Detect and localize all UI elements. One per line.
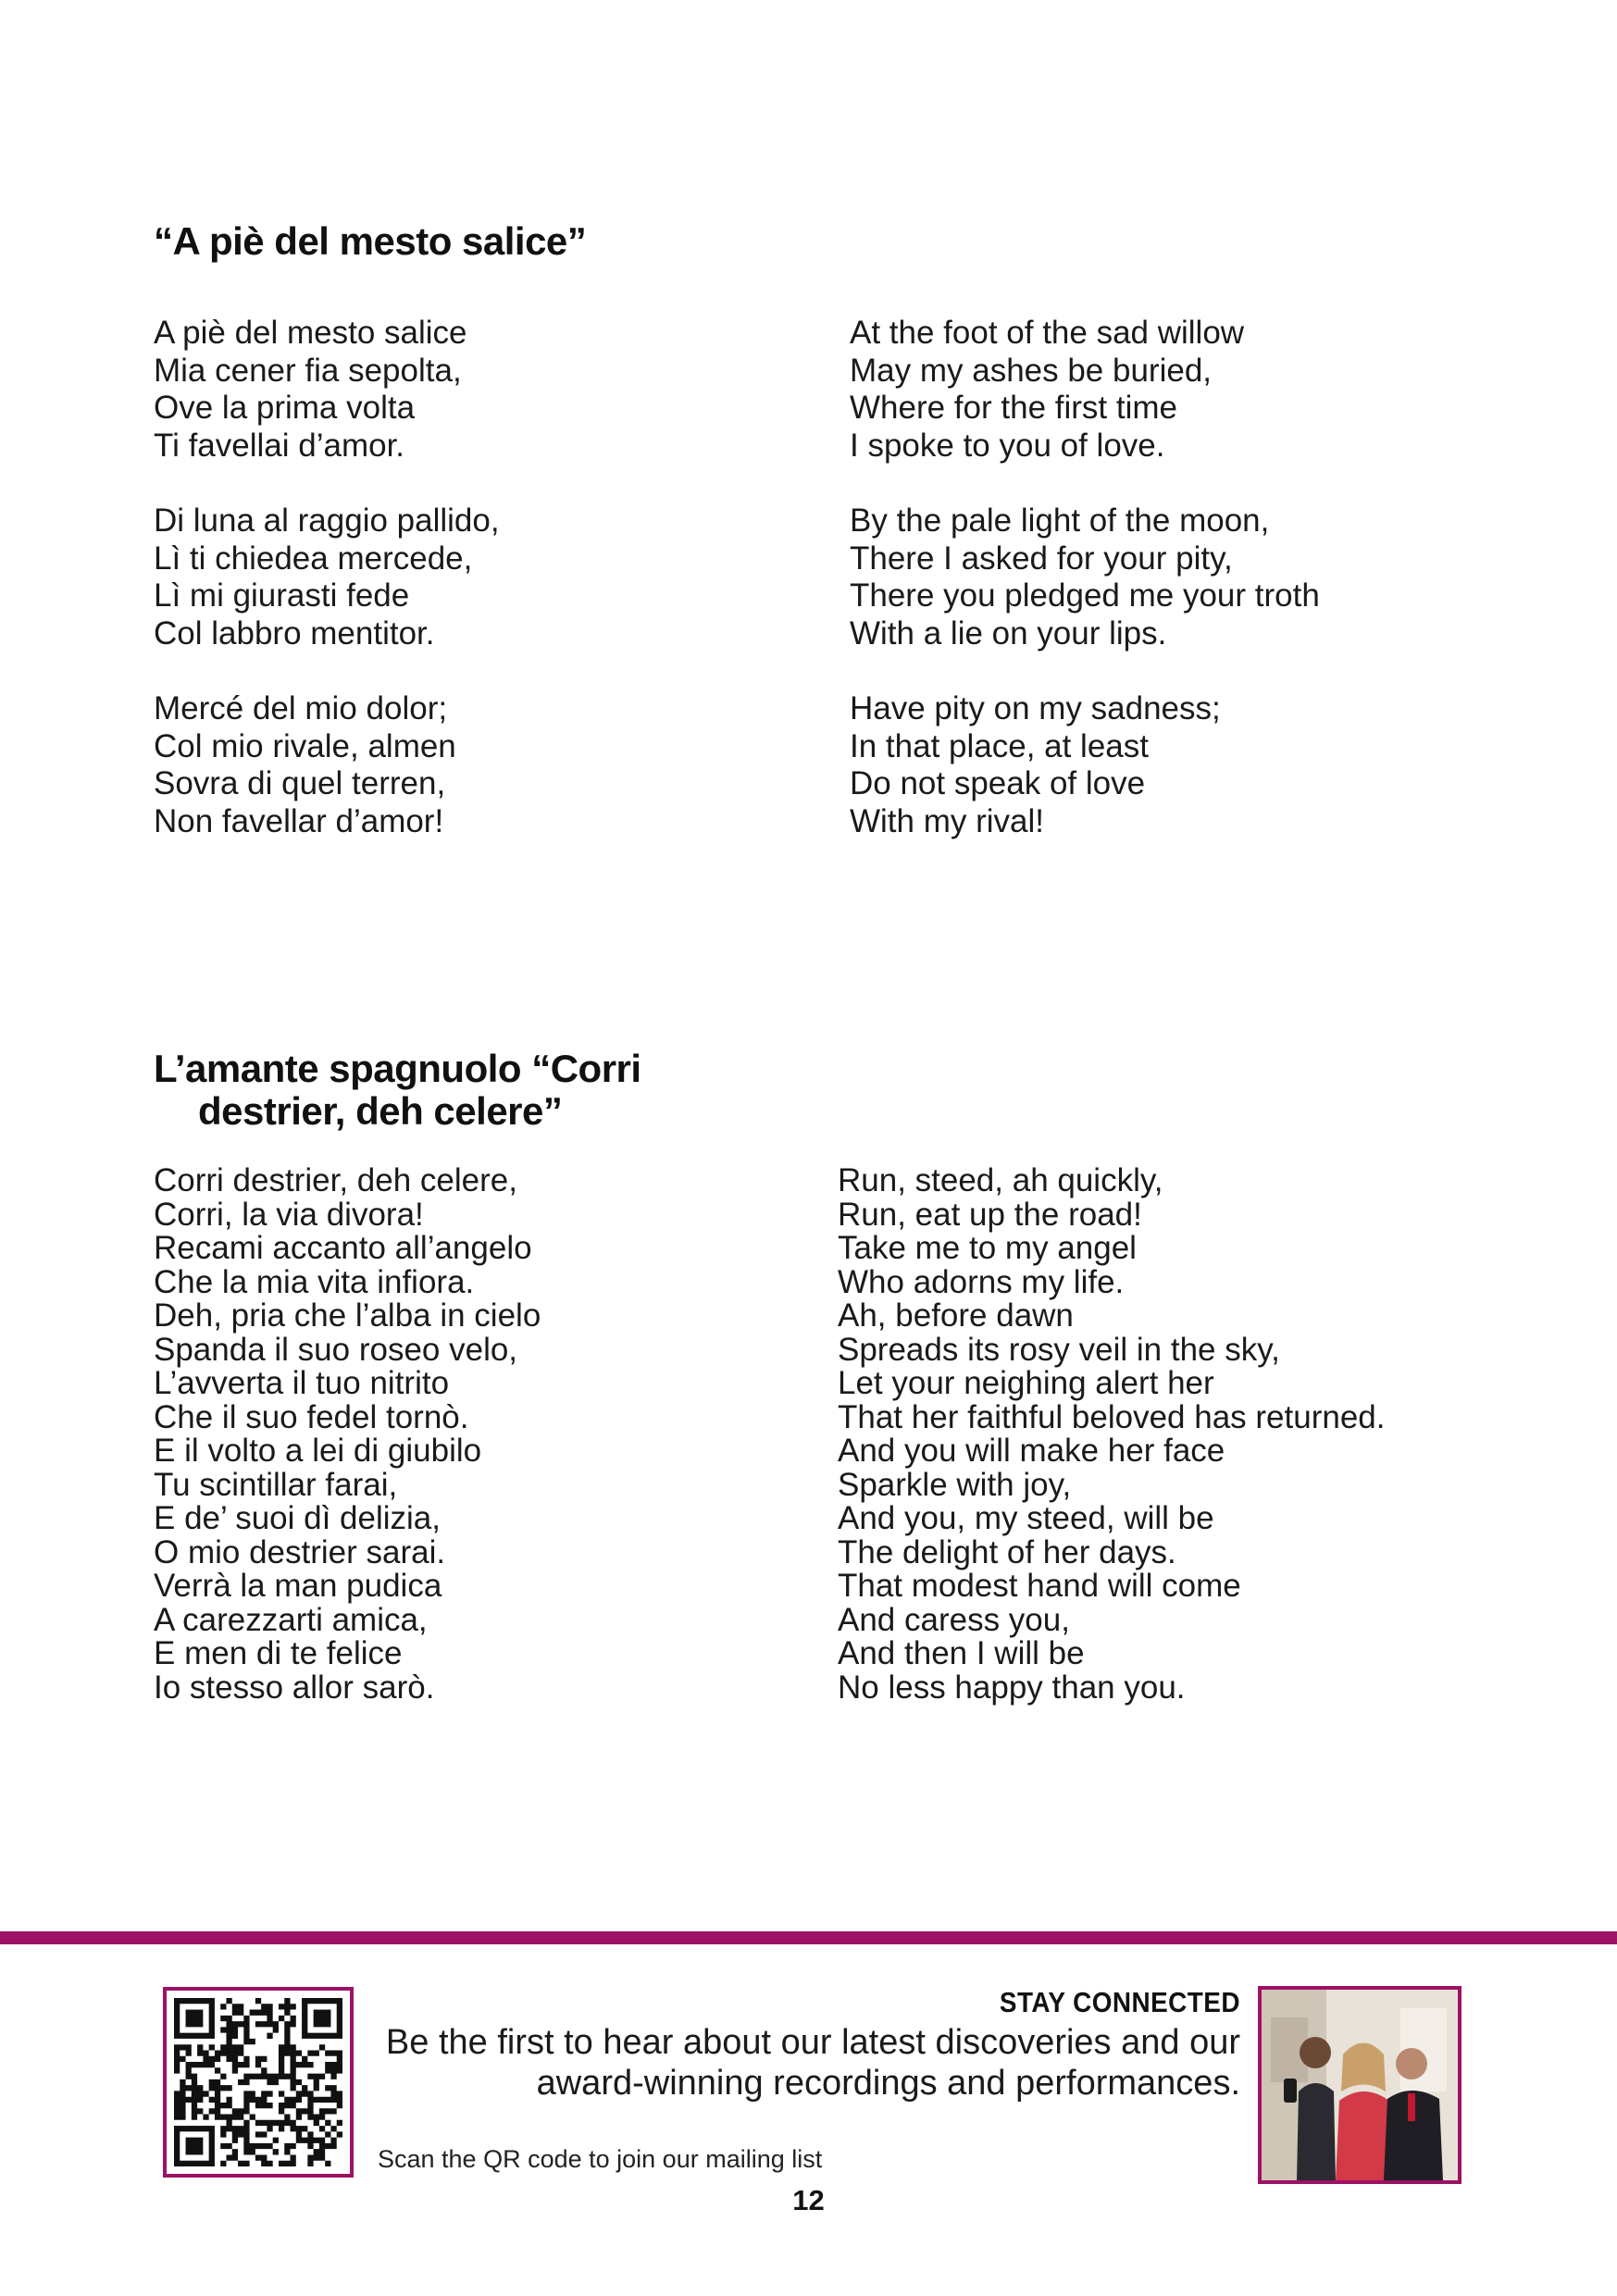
stanza [850, 503, 1553, 652]
english-translation-column [838, 1164, 1578, 1705]
translation-line: And then I will be [838, 1635, 1085, 1671]
translation-line: Where for the first time [850, 390, 1177, 426]
qr-caption: Scan the QR code to join our mailing list [378, 2145, 823, 2173]
translation-line: Sparkle with joy, [838, 1466, 1072, 1503]
stanza [154, 690, 802, 840]
translation-line: Have pity on my sadness; [850, 690, 1221, 726]
footer-divider [0, 1931, 1617, 1944]
lyric-line: Corri, la via divora! [154, 1196, 424, 1233]
lyric-line: Spanda il suo roseo velo, [154, 1331, 518, 1368]
lyric-line: Ove la prima volta [154, 390, 416, 426]
lyric-line: E il volto a lei di giubilo [154, 1433, 482, 1469]
lyric-line: L’avverta il tuo nitrito [154, 1365, 450, 1401]
stay-connected-text [352, 2022, 1240, 2104]
qr-code[interactable] [163, 1987, 354, 2178]
lyric-line: Deh, pria che l’alba in cielo [154, 1297, 541, 1334]
translation-line: By the pale light of the moon, [850, 503, 1270, 539]
translation-line: Who adorns my life. [838, 1263, 1125, 1300]
event-photo [1258, 1986, 1462, 2184]
song-title-line: L’amante spagnuolo “Corri [154, 1047, 641, 1090]
translation-line: With a lie on your lips. [850, 614, 1167, 652]
lyric-line: Sovra di quel terren, [154, 765, 446, 801]
stay-connected-heading: STAY CONNECTED [999, 1986, 1240, 2018]
song-title-corri-destrier [154, 1048, 709, 1133]
lyric-line: Recami accanto all’angelo [154, 1230, 532, 1266]
lyric-line: O mio destrier sarai. [154, 1533, 446, 1570]
translation-line: In that place, at least [850, 727, 1149, 764]
translation-line: There you pledged me your troth [850, 577, 1320, 614]
lyric-line: E de’ suoi dì delizia, [154, 1500, 441, 1536]
lyric-line: Lì ti chiedea mercede, [154, 540, 473, 577]
lyric-line: Io stesso allor sarò. [154, 1669, 435, 1706]
stanza [850, 690, 1553, 840]
page-number: 12 [792, 2184, 825, 2216]
translation-line: Spreads its rosy veil in the sky, [838, 1331, 1280, 1368]
song-title-a-pie-del-mesto-salice: “A piè del mesto salice” [154, 219, 587, 263]
english-translation-column [850, 315, 1553, 840]
translation-line: With my rival! [850, 802, 1044, 839]
translation-line: At the foot of the sad willow [850, 315, 1245, 351]
translation-line: Ah, before dawn [838, 1297, 1074, 1334]
translation-line: That modest hand will come [838, 1568, 1241, 1604]
lyric-line: A piè del mesto salice [154, 315, 467, 351]
lyric-line: Verrà la man pudica [154, 1568, 442, 1604]
lyric-line: A carezzarti amica, [154, 1601, 428, 1638]
translation-line: Run, eat up the road! [838, 1196, 1142, 1233]
lyric-line: Corri destrier, deh celere, [154, 1162, 517, 1198]
translation-line: Do not speak of love [850, 765, 1146, 801]
lyric-line: Che il suo fedel tornò. [154, 1398, 469, 1435]
lyric-line: E men di te felice [154, 1635, 403, 1671]
stanza [850, 315, 1553, 465]
translation-line: I spoke to you of love. [850, 427, 1165, 464]
lyric-line: Mercé del mio dolor; [154, 690, 448, 726]
translation-line: And you will make her face [838, 1433, 1225, 1469]
italian-lyrics-column [154, 1164, 802, 1705]
translation-line: Take me to my angel [838, 1230, 1137, 1266]
italian-lyrics-column [154, 315, 802, 840]
lyric-line: Mia cener fia sepolta, [154, 352, 462, 389]
translation-line: May my ashes be buried, [850, 352, 1213, 389]
lyric-line: Col mio rivale, almen [154, 727, 456, 764]
stay-connected-line: award-winning recordings and performances. [536, 2064, 1240, 2103]
lyric-line: Col labbro mentitor. [154, 614, 435, 652]
stanza [154, 503, 802, 652]
translation-line: And caress you, [838, 1601, 1070, 1638]
lyric-line: Lì mi giurasti fede [154, 577, 410, 614]
translation-line: That her faithful beloved has returned. [838, 1398, 1386, 1435]
lyric-line: Ti favellai d’amor. [154, 427, 405, 464]
translation-line: Let your neighing alert her [838, 1365, 1214, 1401]
lyric-line: Non favellar d’amor! [154, 802, 444, 839]
stay-connected-line: Be the first to hear about our latest discoveries and our [385, 2023, 1240, 2062]
song-title-line: destrier, deh celere” [198, 1089, 563, 1133]
translation-line: The delight of her days. [838, 1533, 1176, 1570]
lyric-line: Di luna al raggio pallido, [154, 503, 500, 539]
translation-line: No less happy than you. [838, 1669, 1186, 1706]
qr-code-icon [174, 1998, 342, 2166]
lyric-line: Tu scintillar farai, [154, 1466, 398, 1503]
translation-line: Run, steed, ah quickly, [838, 1162, 1163, 1198]
stanza [154, 315, 802, 465]
translation-line: There I asked for your pity, [850, 540, 1233, 577]
lyric-line: Che la mia vita infiora. [154, 1263, 475, 1300]
photo-image [1262, 1990, 1458, 2180]
translation-line: And you, my steed, will be [838, 1500, 1214, 1536]
